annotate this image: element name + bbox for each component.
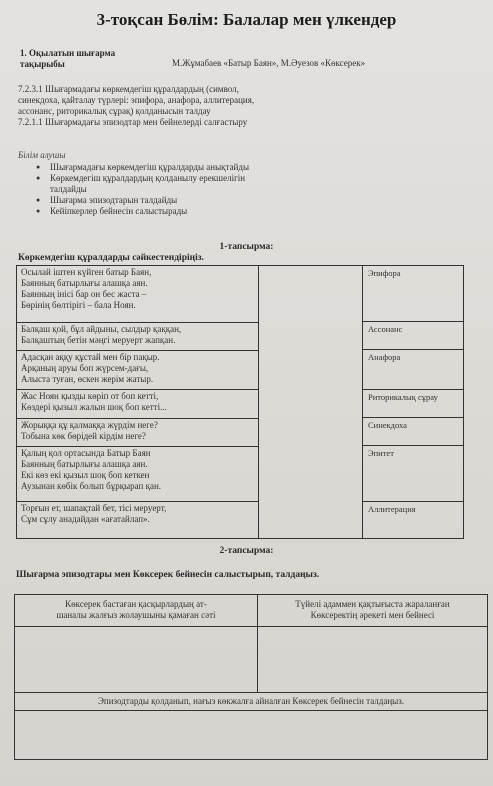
task2-comparison-table <box>14 594 488 760</box>
task1-instruction: Көркемдегіш құралдарды сәйкестендіріңіз. <box>18 253 204 263</box>
device-cell: Аллитерация <box>368 504 416 514</box>
quote-line: Бөрінің бөлтірігі – бала Ноян. <box>21 300 136 310</box>
quote-line: Балқаш қой, бұл айдыны, сылдыр қаққан, <box>21 324 182 334</box>
objective-line: ассонанс, риторикалық сұрақ) қолданысын талдау <box>18 106 211 116</box>
goal-item <box>36 195 336 206</box>
quote-cell <box>17 390 258 419</box>
header-line: Көксерек бастаған қасқырлардың ат- <box>65 599 207 609</box>
goals-list <box>36 162 336 217</box>
device-cell: Анафора <box>362 350 463 390</box>
task2-bottom-answer-cell[interactable] <box>15 711 487 759</box>
page-title: 3-тоқсан Бөлім: Балалар мен үлкендер <box>96 10 397 29</box>
header-line: Түйелі адаммен қақтығыста жараланған <box>295 599 450 609</box>
quote-line: Көздері қызыл жалын шоқ боп кетті... <box>21 402 167 412</box>
objective-line: синекдоха, қайталау түрлері: эпифора, анафора, аллитерация, <box>18 95 255 105</box>
objective-line: 7.2.1.1 Шығармадағы эпизодтар мен бейнелерді салғастыру <box>18 117 248 127</box>
task1-matching-table <box>16 265 464 539</box>
task2-heading: 2-тапсырма: <box>219 546 274 556</box>
quote-line: Адасқан аққу құстай мен бір пақыр. <box>21 352 160 362</box>
goal-item-text: Кейіпкерлер бейнесін салыстырады <box>50 206 188 216</box>
quotes-column <box>17 266 259 538</box>
quote-line: Балқаштың бетін мәңгі меруерт жапқан. <box>21 335 176 345</box>
task2-right-answer-cell[interactable] <box>258 627 487 693</box>
quote-line: Арқаның аруы боп жүрсем-дағы, <box>21 363 149 373</box>
goals-heading: Білім алушы <box>18 150 66 160</box>
goal-item-text: Көркемдегіш құралдардың қолданылу ерекшелігін <box>50 173 246 183</box>
quote-line: Баянның інісі бар он бес жаста – <box>21 289 147 299</box>
task2-left-answer-cell[interactable] <box>15 627 258 693</box>
header-line: Көксеректің әрекеті мен бейнесі <box>310 610 435 620</box>
topic-text: М.Жұмабаев «Батыр Баян», М.Әуезов «Көксерек» <box>172 58 366 68</box>
task2-bottom-header: Эпизодтарды қолданып, нағыз көкжалға айналған Көксерек бейнесін талдаңыз. <box>15 693 487 711</box>
device-cell: Ассонанс <box>362 322 463 350</box>
device-cell: Эпитет <box>362 446 463 502</box>
quote-line: Торғын ет, шапақтай бет, тісі меруерт, <box>21 503 167 513</box>
quote-cell <box>17 447 258 502</box>
goal-item <box>36 173 336 195</box>
device-cell: Синекдоха <box>362 418 463 446</box>
quote-line: Сұм сұлу анадайдан «ағатайлап». <box>21 514 150 524</box>
topic-label-line1: 1. Оқылатын шығарма <box>20 48 116 58</box>
quote-line: Баянның батырлығы алашқа аян. <box>21 278 148 288</box>
topic-label <box>20 48 115 70</box>
goal-item-text: Шығарма эпизодтарын талдайды <box>50 195 178 205</box>
quote-line: Екі көз екі қызыл шоқ боп кеткен <box>21 470 150 480</box>
task2-left-header <box>15 595 258 627</box>
quote-line: Баянның батырлығы алашқа аян. <box>21 459 148 469</box>
goal-item-text-cont: талдайды <box>50 184 87 194</box>
task2-right-header <box>258 595 487 627</box>
goal-item-text: Шығармадағы көркемдегіш құралдарды анықтайды <box>50 162 250 172</box>
topic-label-line2: тақырыбы <box>20 59 65 69</box>
quote-line: Тобына көк бөрідей кірдім неге? <box>21 431 146 441</box>
quote-line: Алыста туған, өскен жерім жатыр. <box>21 374 154 384</box>
quote-cell <box>17 351 258 390</box>
header-line: шаналы жалғыз жолаушыны қамаған сәті <box>56 610 216 620</box>
answer-column[interactable] <box>258 266 363 538</box>
device-cell: Риторикалық сұрау <box>362 390 463 418</box>
quote-cell <box>17 323 258 351</box>
quote-line: Аузынан көбік болып бұрқырап қан. <box>21 481 162 491</box>
task1-heading: 1-тапсырма: <box>219 242 274 252</box>
device-cell: Эпифора <box>362 266 463 322</box>
objective-line: 7.2.3.1 Шығармадағы көркемдегіш құралдардың (символ, <box>18 84 239 94</box>
goal-item <box>36 162 336 173</box>
task2-instruction: Шығарма эпизодтары мен Көксерек бейнесін салыстырып, талдаңыз. <box>16 570 320 580</box>
quote-line: Осылай іштен күйген батыр Баян, <box>21 267 152 277</box>
devices-column <box>362 266 463 538</box>
quote-cell <box>17 502 258 538</box>
quote-line: Жас Ноян қызды көріп от боп кетті, <box>21 391 159 401</box>
quote-line: Жорыққа құ қалмаққа жүрдім неге? <box>21 420 158 430</box>
goal-item <box>36 206 336 217</box>
learning-objectives <box>18 84 318 128</box>
quote-line: Қалың қол ортасында Батыр Баян <box>21 448 151 458</box>
quote-cell <box>17 266 258 323</box>
quote-cell <box>17 419 258 447</box>
